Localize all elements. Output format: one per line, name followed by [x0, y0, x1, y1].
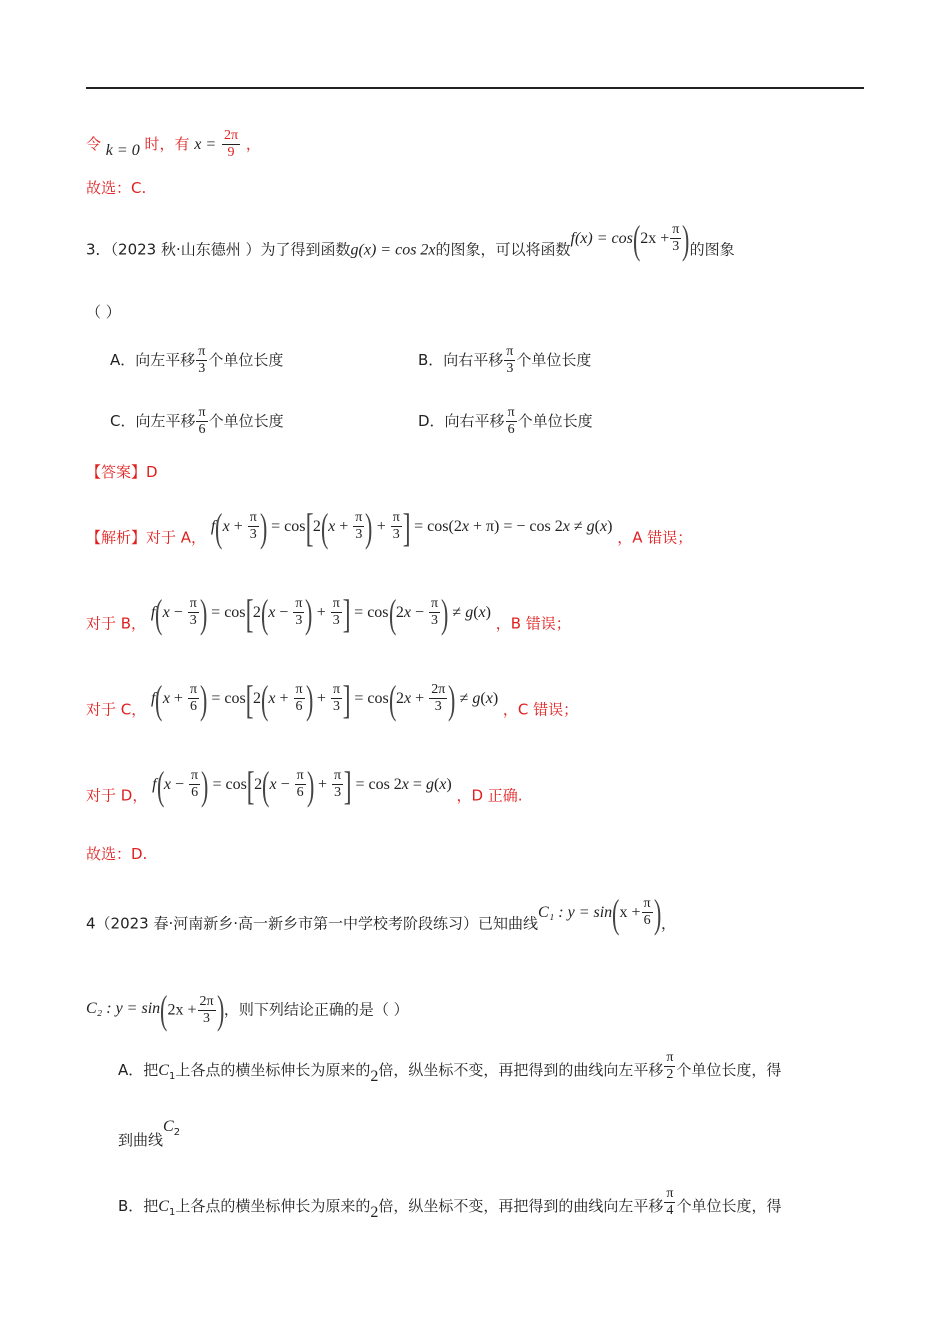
q2-solution-line: 令 k = 0 时，有 x = $\frac{2\pi}{9}$ ， — [86, 128, 261, 160]
q4-c1-expr: C₁ : y = sin — [538, 903, 613, 921]
q3-analysis-d: 对于 D， f(x − $\frac{\pi}{6}$ ) = cos[2(x − $\frac{\pi}{6}$ ) + $\frac{\pi}{3}$ ] = cos 2x = g(x) ，D 正确. — [86, 763, 523, 808]
q4-stem: 4（2023 春·河南新乡·高一新乡市第一中学校考阶段练习）已知曲线C₁ : y = sin(x + $\frac{\pi}{6}$ )， — [86, 891, 676, 936]
q2-text-shi: 时，有 — [144, 135, 190, 153]
q3-g-expr: g(x) = cos 2x — [350, 241, 436, 259]
q3-option-d[interactable]: D．向右平移 $\frac{\pi}{6}$ 个单位长度 — [418, 405, 593, 437]
header-rule — [86, 87, 864, 89]
q2-fraction: $\frac{2\pi}{9}$ — [223, 128, 239, 160]
q3-final-answer: 故选：D. — [86, 845, 148, 863]
q3-option-a[interactable]: A．向左平移 $\frac{\pi}{3}$ 个单位长度 — [110, 344, 284, 376]
q3-stem: 3．（2023 秋·山东德州 ）为了得到函数g(x) = cos 2x的图象，可以将函数f(x) = cos(2x + $\frac{\pi}{3}$ )的图象 — [86, 217, 735, 262]
q4-c2-expr: C₂ : y = sin — [86, 999, 161, 1017]
q3-f-expr: f(x) = cos — [570, 229, 633, 247]
q3-prefix: 3．（2023 秋·山东德州 ）为了得到函数 — [86, 240, 351, 259]
q2-k-equation: k = 0 — [105, 142, 140, 159]
q3-analysis-b: 对于 B， f(x − $\frac{\pi}{3}$ ) = cos[2(x − $\frac{\pi}{3}$ ) + $\frac{\pi}{3}$ ] = cos(2x − $\frac{\pi}{3}$ ) ≠ g(x) ，B 错误； — [86, 591, 571, 636]
q2-x-equation: x = — [194, 136, 217, 153]
q3-option-c[interactable]: C．向左平移 $\frac{\pi}{6}$ 个单位长度 — [110, 405, 284, 437]
q2-answer: 故选：C. — [86, 179, 147, 197]
q3-option-b[interactable]: B．向右平移 $\frac{\pi}{3}$ 个单位长度 — [418, 344, 592, 376]
q4-c2-line: C₂ : y = sin(2x + $\frac{2\pi}{3}$ )，则下列结论正确的是（ ） — [86, 987, 409, 1032]
q3-analysis-c: 对于 C， f(x + $\frac{\pi}{6}$ ) = cos[2(x + $\frac{\pi}{6}$ ) + $\frac{\pi}{3}$ ] = cos(2x + $\frac{2\pi}{3}$ ) ≠ g(x) ，C 错误； — [86, 677, 579, 722]
q3-paren: （ ） — [86, 303, 121, 321]
q3-analysis-a: 【解析】对于 A， f(x + $\frac{\pi}{3}$ ) = cos[2(x + $\frac{\pi}{3}$ ) + $\frac{\pi}{3}$ ] = cos(2x + π) = − cos 2x ≠ g(x) ，A 错误； — [86, 505, 693, 550]
q2-text-ling: 令 — [86, 135, 102, 153]
q4-option-a[interactable]: A．把$C_1$上各点的横坐标伸长为原来的2倍，纵坐标不变，再把得到的曲线向左平移 $\frac{\pi}{2}$ 个单位长度，得 — [118, 1050, 782, 1085]
q4-option-a-line2: 到曲线$C^2$ — [118, 1118, 181, 1149]
q4-option-b[interactable]: B．把$C_1$上各点的横坐标伸长为原来的2倍，纵坐标不变，再把得到的曲线向左平移 $\frac{\pi}{4}$ 个单位长度，得 — [118, 1186, 782, 1221]
q3-answer: 【答案】D — [86, 463, 158, 481]
